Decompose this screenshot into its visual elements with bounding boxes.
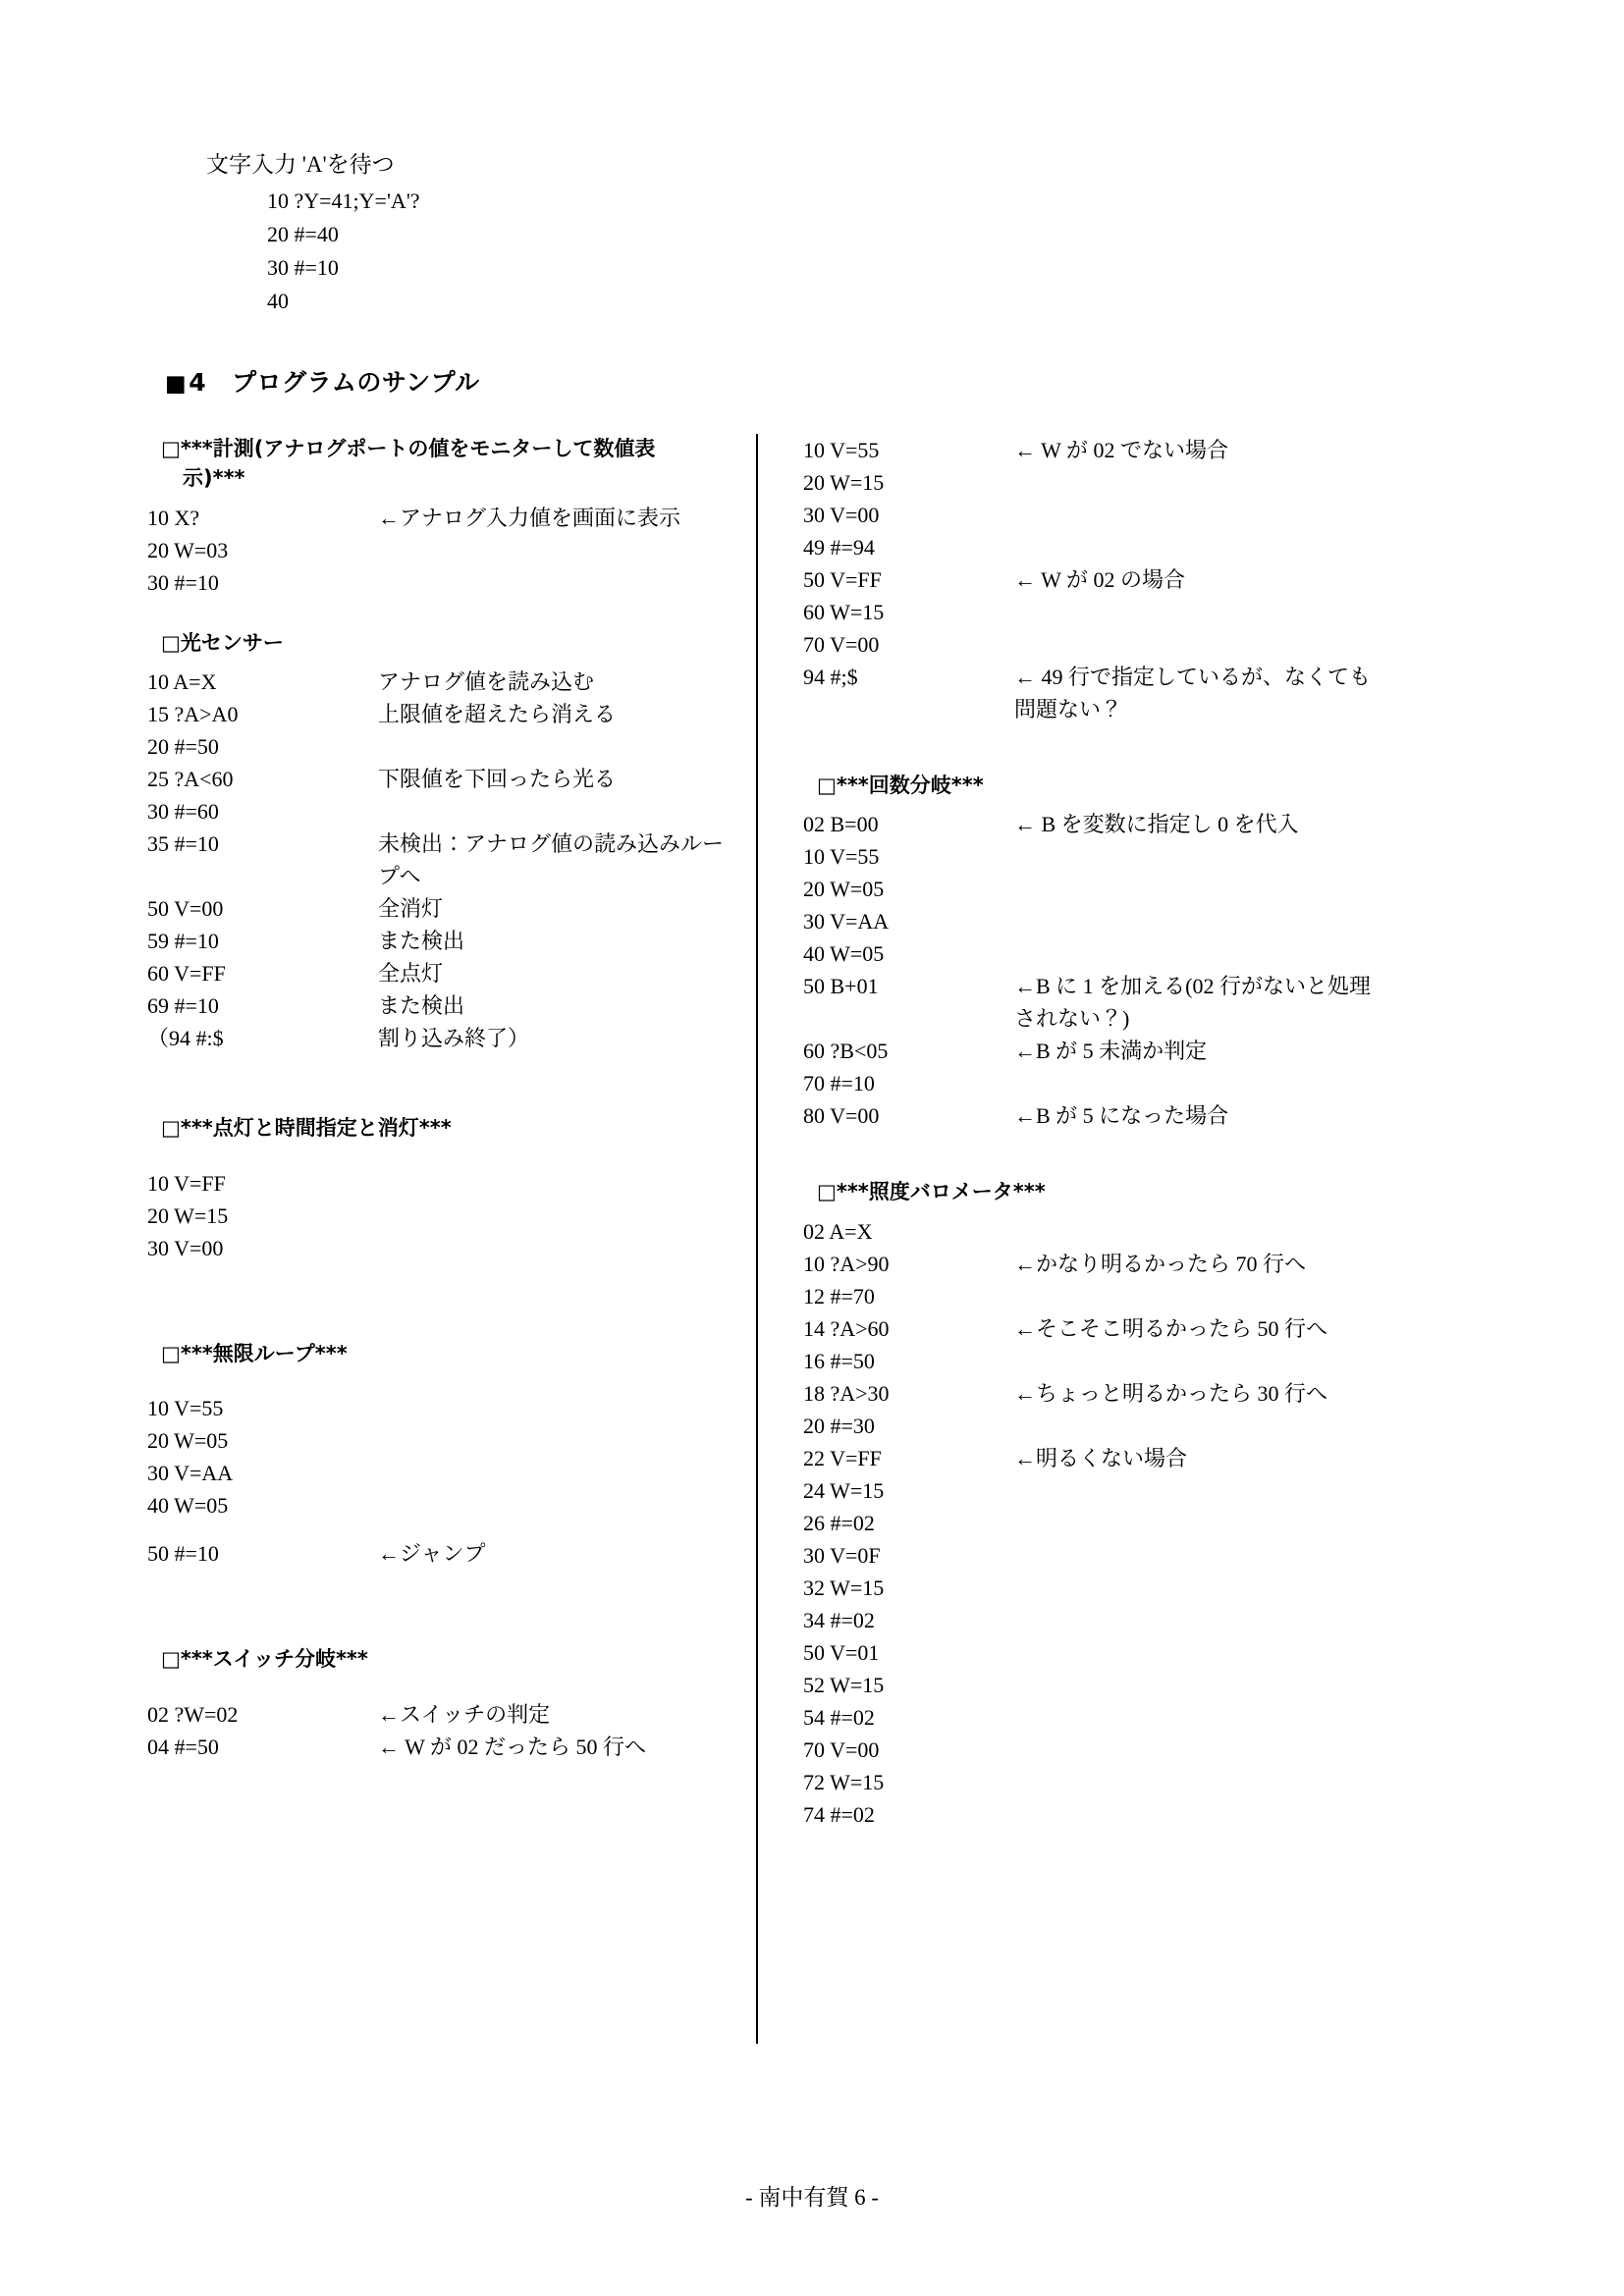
code-row [147, 1167, 731, 1200]
code-row [147, 1392, 731, 1424]
code-block-measurement [147, 434, 731, 599]
code-row [803, 466, 1386, 499]
code-text: 35 #=10 [147, 831, 219, 857]
code-note: ← B を変数に指定し 0 を代入 [1014, 812, 1299, 837]
code-row [803, 1798, 1386, 1831]
code-row [147, 989, 731, 1022]
code-row [803, 1248, 1386, 1280]
code-row [147, 1731, 731, 1763]
code-note: ←ジャンプ [378, 1541, 486, 1567]
code-text: 70 #=10 [803, 1071, 875, 1096]
code-text: （94 #:$ [147, 1026, 224, 1051]
code-block-switch-branch [147, 1644, 731, 1762]
code-text: 24 W=15 [803, 1477, 885, 1503]
code-text: 10 X? [147, 505, 200, 530]
code-row [147, 1537, 731, 1570]
code-note: ← W が 02 だったら 50 行へ [378, 1734, 646, 1759]
code-block-illuminance-barometer [803, 1177, 1386, 1830]
code-row [803, 905, 1386, 937]
code-row [803, 1701, 1386, 1734]
code-note: ←ちょっと明るかったら 30 行へ [1014, 1380, 1328, 1406]
intro-code-line: 40 [267, 288, 289, 313]
code-text: 54 #=02 [803, 1704, 875, 1730]
code-row [147, 666, 731, 698]
code-text: 70 V=00 [803, 1736, 880, 1762]
column-divider [756, 434, 758, 2044]
code-text: 70 V=00 [803, 632, 880, 658]
code-note: 割り込み終了） [378, 1026, 530, 1051]
code-text: 16 #=50 [803, 1348, 875, 1373]
code-text: 14 ?A>60 [803, 1315, 890, 1341]
code-row [147, 1200, 731, 1232]
code-row [803, 661, 1386, 725]
code-text: 20 #=50 [147, 734, 219, 760]
code-text: 30 V=00 [147, 1235, 224, 1260]
code-note: 下限値を下回ったら光る [378, 767, 617, 792]
sub-heading-text: □光センサー [161, 630, 284, 655]
code-note: また検出 [378, 993, 465, 1019]
code-note: 上限値を超えたら消える [378, 702, 617, 727]
section-heading [165, 363, 1477, 399]
code-row [147, 1698, 731, 1731]
code-row [803, 873, 1386, 905]
code-row [147, 534, 731, 566]
code-text: 10 V=55 [803, 844, 880, 870]
section-marker: ■ [165, 371, 188, 398]
code-row [803, 970, 1386, 1035]
code-note: ←B に 1 を加える(02 行がないと処理されない？) [1014, 974, 1372, 1032]
section-number: 4 [189, 368, 207, 398]
code-row [803, 1377, 1386, 1410]
code-text: 40 W=05 [147, 1493, 229, 1519]
code-row [803, 1099, 1386, 1132]
code-text: 02 A=X [803, 1218, 873, 1244]
sub-heading [161, 1339, 731, 1368]
code-text: 50 #=10 [147, 1541, 219, 1567]
sub-heading-text: □***無限ループ*** [161, 1341, 348, 1365]
code-row [803, 1669, 1386, 1701]
code-note: ←アナログ入力値を画面に表示 [378, 505, 681, 530]
intro-code-line: 30 #=10 [267, 254, 339, 280]
code-row [147, 1022, 731, 1054]
code-row [147, 892, 731, 925]
code-block-infinite-loop [147, 1339, 731, 1570]
code-text: 50 B+01 [803, 974, 879, 999]
code-block-switch-branch-continued [803, 434, 1386, 725]
sub-heading-text: □***点灯と時間指定と消灯*** [161, 1116, 452, 1141]
sub-heading [161, 434, 731, 494]
code-text: 10 V=FF [147, 1170, 226, 1196]
two-column-body [147, 434, 1477, 2044]
sub-heading [161, 1644, 731, 1674]
left-column [147, 434, 756, 1763]
code-note: ←スイッチの判定 [378, 1701, 551, 1727]
code-row [803, 1734, 1386, 1766]
code-note: ←明るくない場合 [1014, 1445, 1188, 1470]
intro-block [206, 147, 1477, 318]
sub-heading [161, 628, 731, 658]
code-row [803, 1572, 1386, 1604]
code-row [803, 1636, 1386, 1669]
code-note: 全点灯 [378, 961, 444, 987]
code-row [803, 840, 1386, 873]
code-row [803, 1766, 1386, 1798]
sub-heading-text: □***照度バロメータ*** [817, 1180, 1046, 1204]
code-text: 02 ?W=02 [147, 1701, 239, 1727]
code-row [147, 925, 731, 957]
code-block-light-sensor [147, 628, 731, 1054]
code-note: また検出 [378, 929, 465, 954]
code-text: 50 V=FF [803, 567, 882, 593]
code-row [803, 1345, 1386, 1377]
code-text: 10 V=55 [147, 1396, 224, 1421]
code-row [803, 1442, 1386, 1474]
sub-heading [817, 771, 1386, 800]
code-row [147, 698, 731, 730]
code-row [803, 1035, 1386, 1067]
code-note: ←そこそこ明るかったら 50 行へ [1014, 1315, 1328, 1341]
code-text: 15 ?A>A0 [147, 702, 239, 727]
code-text: 72 W=15 [803, 1769, 885, 1794]
intro-title: 文字入力 'A'を待つ [206, 152, 395, 177]
code-text: 50 V=00 [147, 896, 224, 922]
code-text: 04 #=50 [147, 1734, 219, 1759]
code-row [147, 502, 731, 534]
code-row [803, 434, 1386, 466]
code-row [147, 1489, 731, 1522]
code-text: 20 W=15 [147, 1202, 229, 1228]
code-row [803, 1280, 1386, 1312]
code-text: 50 V=01 [803, 1639, 880, 1665]
code-text: 20 W=05 [147, 1428, 229, 1454]
code-row [803, 499, 1386, 531]
code-text: 49 #=94 [803, 535, 875, 561]
code-note: ←B が 5 未満か判定 [1014, 1039, 1208, 1064]
code-row [147, 828, 731, 892]
code-text: 30 V=0F [803, 1542, 881, 1568]
code-row [803, 1410, 1386, 1442]
code-text: 30 V=AA [803, 909, 890, 934]
code-text: 60 ?B<05 [803, 1039, 889, 1064]
code-row [803, 1067, 1386, 1099]
code-text: 10 A=X [147, 669, 217, 695]
code-text: 40 W=05 [803, 941, 885, 967]
code-row [803, 563, 1386, 596]
code-text: 02 B=00 [803, 812, 879, 837]
sub-heading [817, 1177, 1386, 1206]
code-row [147, 795, 731, 828]
code-text: 10 V=55 [803, 438, 880, 463]
code-row [803, 937, 1386, 970]
code-row [803, 1215, 1386, 1248]
code-note: ← W が 02 の場合 [1014, 567, 1185, 593]
code-text: 74 #=02 [803, 1801, 875, 1827]
code-note: ←B が 5 になった場合 [1014, 1103, 1229, 1129]
code-text: 59 #=10 [147, 929, 219, 954]
code-row [803, 808, 1386, 840]
code-text: 30 #=10 [147, 569, 219, 595]
code-note: 全消灯 [378, 896, 444, 922]
code-row [803, 1474, 1386, 1507]
code-text: 52 W=15 [803, 1672, 885, 1697]
code-row [803, 1507, 1386, 1539]
sub-heading-text: □***回数分岐*** [817, 774, 984, 798]
page-footer: - 南中有賀 6 - [744, 2185, 880, 2210]
code-text: 18 ?A>30 [803, 1380, 890, 1406]
code-row [803, 596, 1386, 628]
code-note: 未検出：アナログ値の読み込みループへ [378, 831, 725, 889]
code-row [803, 1312, 1386, 1345]
code-note: ← 49 行で指定しているが、なくても問題ない？ [1014, 665, 1372, 722]
code-text: 69 #=10 [147, 993, 219, 1019]
sub-heading-text: □***スイッチ分岐*** [161, 1647, 368, 1672]
code-block-count-branch [803, 771, 1386, 1132]
code-row [147, 730, 731, 763]
code-text: 60 V=FF [147, 961, 226, 987]
section-title: プログラムのサンプル [232, 368, 480, 398]
code-row [147, 1424, 731, 1457]
code-text: 94 #;$ [803, 665, 858, 690]
intro-code-line: 20 #=40 [267, 221, 339, 246]
code-row [147, 1457, 731, 1489]
code-text: 22 V=FF [803, 1445, 882, 1470]
code-text: 60 W=15 [803, 600, 885, 625]
code-text: 26 #=02 [803, 1510, 875, 1535]
code-text: 30 V=AA [147, 1461, 234, 1486]
code-row [803, 531, 1386, 563]
sub-heading-text: □***計測(アナログポートの値をモニターして数値表 [161, 437, 656, 461]
code-row [147, 763, 731, 795]
code-text: 30 #=60 [147, 799, 219, 825]
code-row [147, 1232, 731, 1264]
code-text: 30 V=00 [803, 503, 880, 528]
code-text: 32 W=15 [803, 1575, 885, 1600]
code-text: 10 ?A>90 [803, 1251, 890, 1276]
right-column [778, 434, 1386, 1831]
code-row [147, 566, 731, 599]
code-row [803, 628, 1386, 661]
code-text: 80 V=00 [803, 1103, 880, 1129]
code-text: 20 W=15 [803, 470, 885, 496]
code-text: 34 #=02 [803, 1607, 875, 1632]
intro-code-line: 10 ?Y=41;Y='A'? [267, 187, 420, 213]
code-note: ←かなり明るかったら 70 行へ [1014, 1251, 1307, 1276]
sub-heading [161, 1113, 731, 1143]
code-note: ← W が 02 でない場合 [1014, 438, 1228, 463]
code-text: 20 W=05 [803, 877, 885, 902]
code-note: アナログ値を読み込む [378, 669, 595, 695]
code-text: 20 #=30 [803, 1413, 875, 1438]
sub-heading-text-cont: 示)*** [183, 466, 245, 491]
code-text: 20 W=03 [147, 537, 229, 562]
code-text: 25 ?A<60 [147, 767, 234, 792]
code-block-on-time-off [147, 1113, 731, 1263]
code-row [803, 1604, 1386, 1636]
code-row [803, 1539, 1386, 1572]
code-text: 12 #=70 [803, 1283, 875, 1308]
code-row [147, 957, 731, 989]
